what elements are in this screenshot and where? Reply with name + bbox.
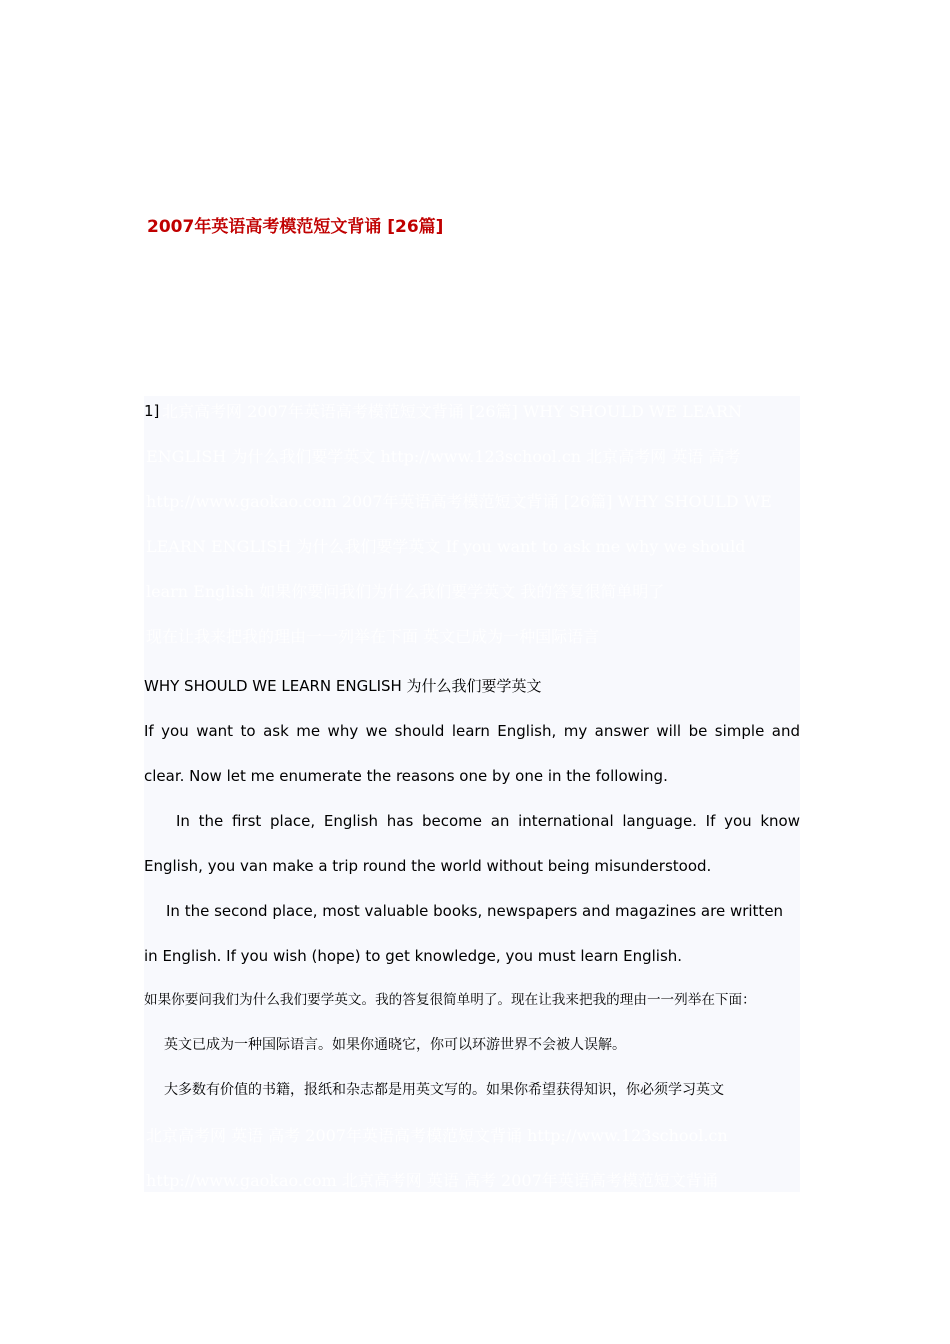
chinese-translation-line: 英文已成为一种国际语言。如果你通晓它，你可以环游世界不会被人误解。 — [164, 1037, 626, 1053]
chinese-translation-line: 如果你要问我们为什么我们要学英文。我的答复很简单明了。现在让我来把我的理由一一列举在下面： — [144, 992, 756, 1008]
hidden-text-line: 北京高考网 英语 高考 2007年英语高考模范短文背诵 http://www.123school.cn — [146, 1126, 728, 1145]
essay-paragraph-line: clear. Now let me enumerate the reasons one by one in the following. — [144, 767, 668, 785]
essay-paragraph-line: If you want to ask me why we should learn English, my answer will be simple and — [144, 722, 800, 740]
hidden-text-line: http://www.gaokao.com 北京高考网 英语 高考 2007年英语高考模范短文背诵 — [146, 1171, 718, 1190]
essay-paragraph-line: in English. If you wish (hope) to get knowledge, you must learn English. — [144, 947, 683, 965]
hidden-text-line: 北京高考网 2007年英语高考模范短文背诵 [26篇] WHY SHOULD WE LEARN — [162, 402, 743, 421]
essay-paragraph-line: In the second place, most valuable books, newspapers and magazines are written — [166, 902, 784, 920]
hidden-text-line: 现在让我来把我的理由一一列举在下面 英文已成为一种国际语言 — [146, 627, 600, 646]
hidden-text-line: LEARN ENGLISH 为什么我们要学英文 If you want to ask me why we should — [146, 537, 746, 556]
essay-paragraph-line: English, you van make a trip round the world without being misunderstood. — [144, 857, 712, 875]
shaded-text-block — [144, 396, 800, 1192]
essay-heading: WHY SHOULD WE LEARN ENGLISH 为什么我们要学英文 — [144, 677, 542, 695]
chinese-translation-line: 大多数有价值的书籍，报纸和杂志都是用英文写的。如果你希望获得知识，你必须学习英文 — [164, 1082, 724, 1098]
hidden-text-line: learn English 如果你要问我们为什么我们要学英文 我的答复很简单明了 — [146, 582, 665, 601]
document-title: 2007年英语高考模范短文背诵 [26篇] — [147, 217, 444, 237]
hidden-text-line: ENGLISH 为什么我们要学英文 http://www.123school.cn 北京高考网 英语 高考 — [146, 447, 741, 466]
section-number: 1] — [144, 402, 160, 420]
hidden-text-line: http://www.gaokao.com 2007年英语高考模范短文背诵 [26篇] WHY SHOULD WE — [146, 492, 772, 511]
essay-paragraph-line: In the first place, English has become an international language. If you know — [176, 812, 800, 830]
